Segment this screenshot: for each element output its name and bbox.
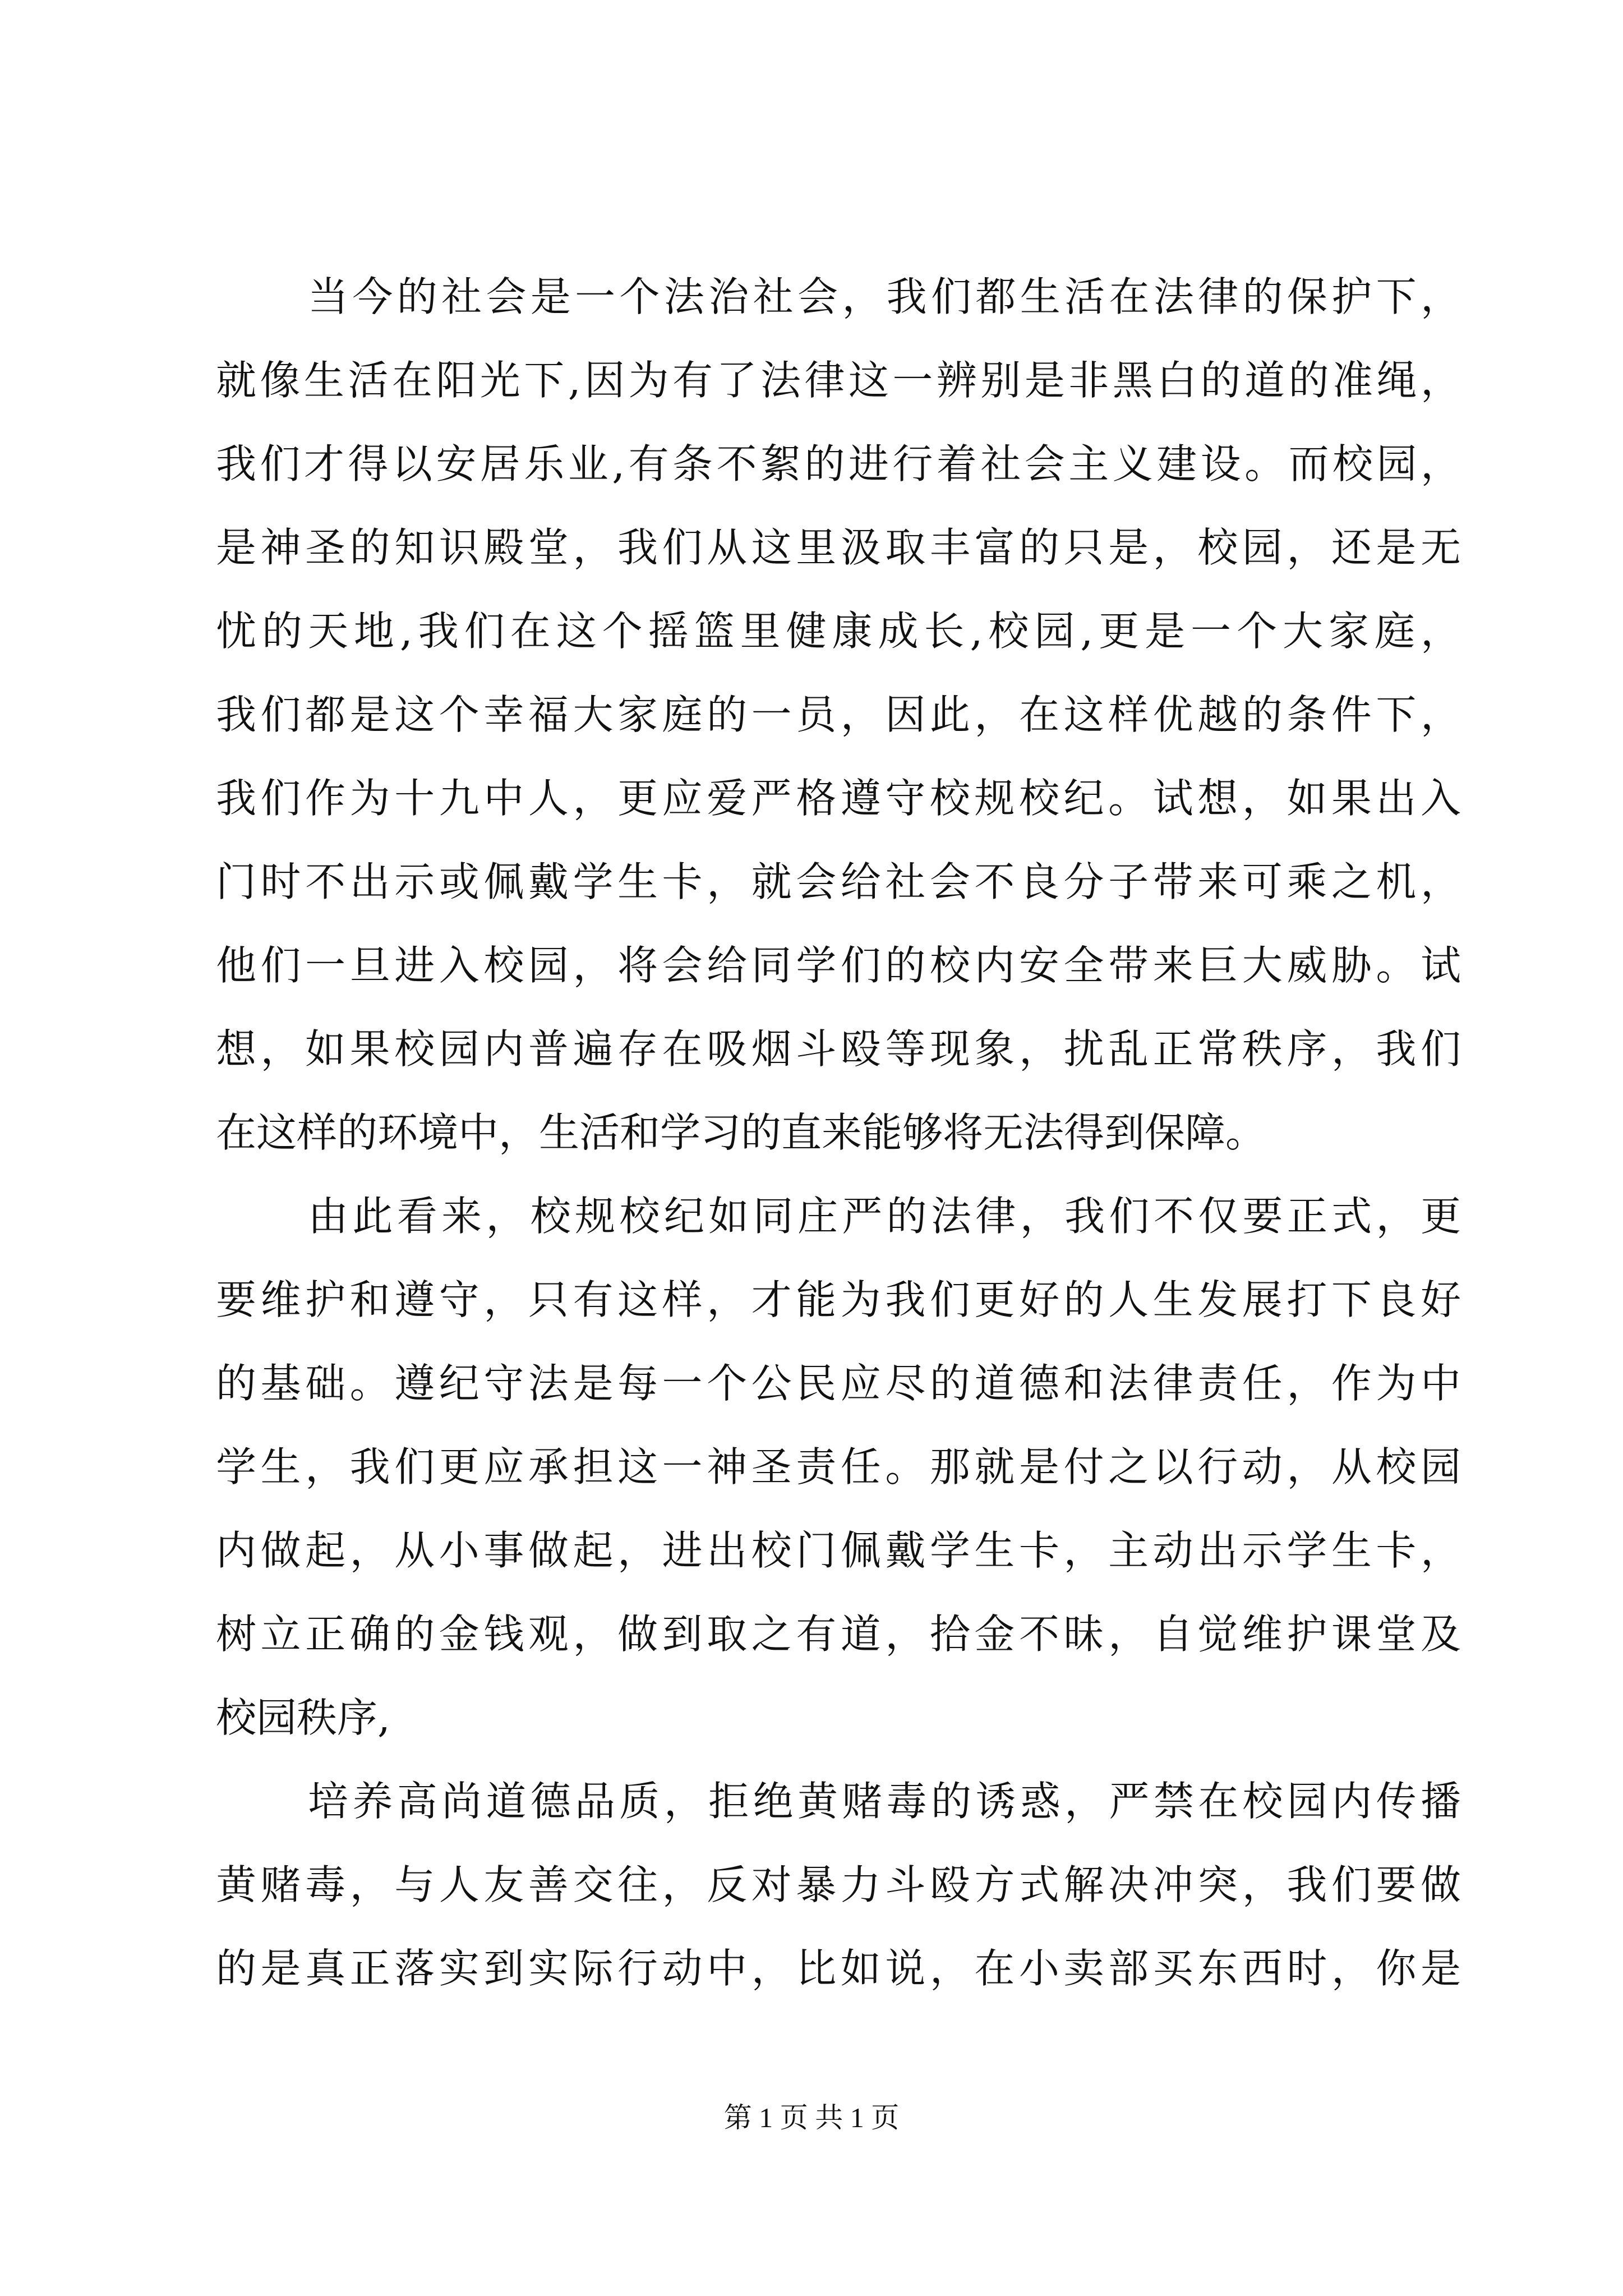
paragraph-line: 培养高尚道德品质，拒绝黄赌毒的诱惑，严禁在校园内传播 (308, 1778, 1461, 1825)
paragraph-2 (216, 1175, 1461, 1760)
paragraph-line: 是神圣的知识殿堂，我们从这里汲取丰富的只是，校园，还是无 (216, 524, 1461, 571)
paragraph-line: 当今的社会是一个法治社会，我们都生活在法律的保护下， (308, 273, 1461, 320)
paragraph-line: 的是真正落实到实际行动中，比如说，在小卖部买东西时，你是 (216, 1945, 1461, 1992)
paragraph-line: 我们才得以安居乐业,有条不絮的进行着社会主义建设。而校园， (216, 440, 1461, 487)
paragraph-line: 在这样的环境中，生活和学习的直来能够将无法得到保障。 (216, 1109, 1266, 1156)
paragraph-line: 内做起，从小事做起，进出校门佩戴学生卡，主动出示学生卡， (216, 1527, 1461, 1574)
paragraph-line: 黄赌毒，与人友善交往，反对暴力斗殴方式解决冲突，我们要做 (216, 1861, 1461, 1908)
paragraph-line: 想，如果校园内普遍存在吸烟斗殴等现象，扰乱正常秩序，我们 (216, 1025, 1461, 1073)
paragraph-line: 的基础。遵纪守法是每一个公民应尽的道德和法律责任，作为中 (216, 1360, 1461, 1407)
paragraph-line: 校园秩序, (216, 1694, 390, 1741)
paragraph-1 (216, 255, 1461, 1175)
paragraph-line: 由此看来，校规校纪如同庄严的法律，我们不仅要正式，更 (308, 1193, 1461, 1240)
paragraph-line: 门时不出示或佩戴学生卡，就会给社会不良分子带来可乘之机， (216, 858, 1461, 905)
paragraph-line: 就像生活在阳光下,因为有了法律这一辨别是非黑白的道的准绳， (216, 357, 1461, 404)
paragraph-line: 我们作为十九中人，更应爱严格遵守校规校纪。试想，如果出入 (216, 775, 1461, 822)
document-body (216, 255, 1461, 2010)
paragraph-line: 学生，我们更应承担这一神圣责任。那就是付之以行动，从校园 (216, 1443, 1461, 1490)
page-footer (0, 2101, 1623, 2134)
paragraph-3 (216, 1760, 1461, 2010)
paragraph-line: 树立正确的金钱观，做到取之有道，拾金不昧，自觉维护课堂及 (216, 1611, 1461, 1658)
paragraph-line: 我们都是这个幸福大家庭的一员，因此，在这样优越的条件下， (216, 691, 1461, 738)
paragraph-line: 忧的天地,我们在这个摇篮里健康成长,校园,更是一个大家庭， (216, 608, 1461, 655)
page-number-label: 第 1 页 共 1 页 (723, 2102, 900, 2133)
paragraph-line: 要维护和遵守，只有这样，才能为我们更好的人生发展打下良好 (216, 1276, 1461, 1323)
paragraph-line: 他们一旦进入校园，将会给同学们的校内安全带来巨大威胁。试 (216, 942, 1461, 989)
